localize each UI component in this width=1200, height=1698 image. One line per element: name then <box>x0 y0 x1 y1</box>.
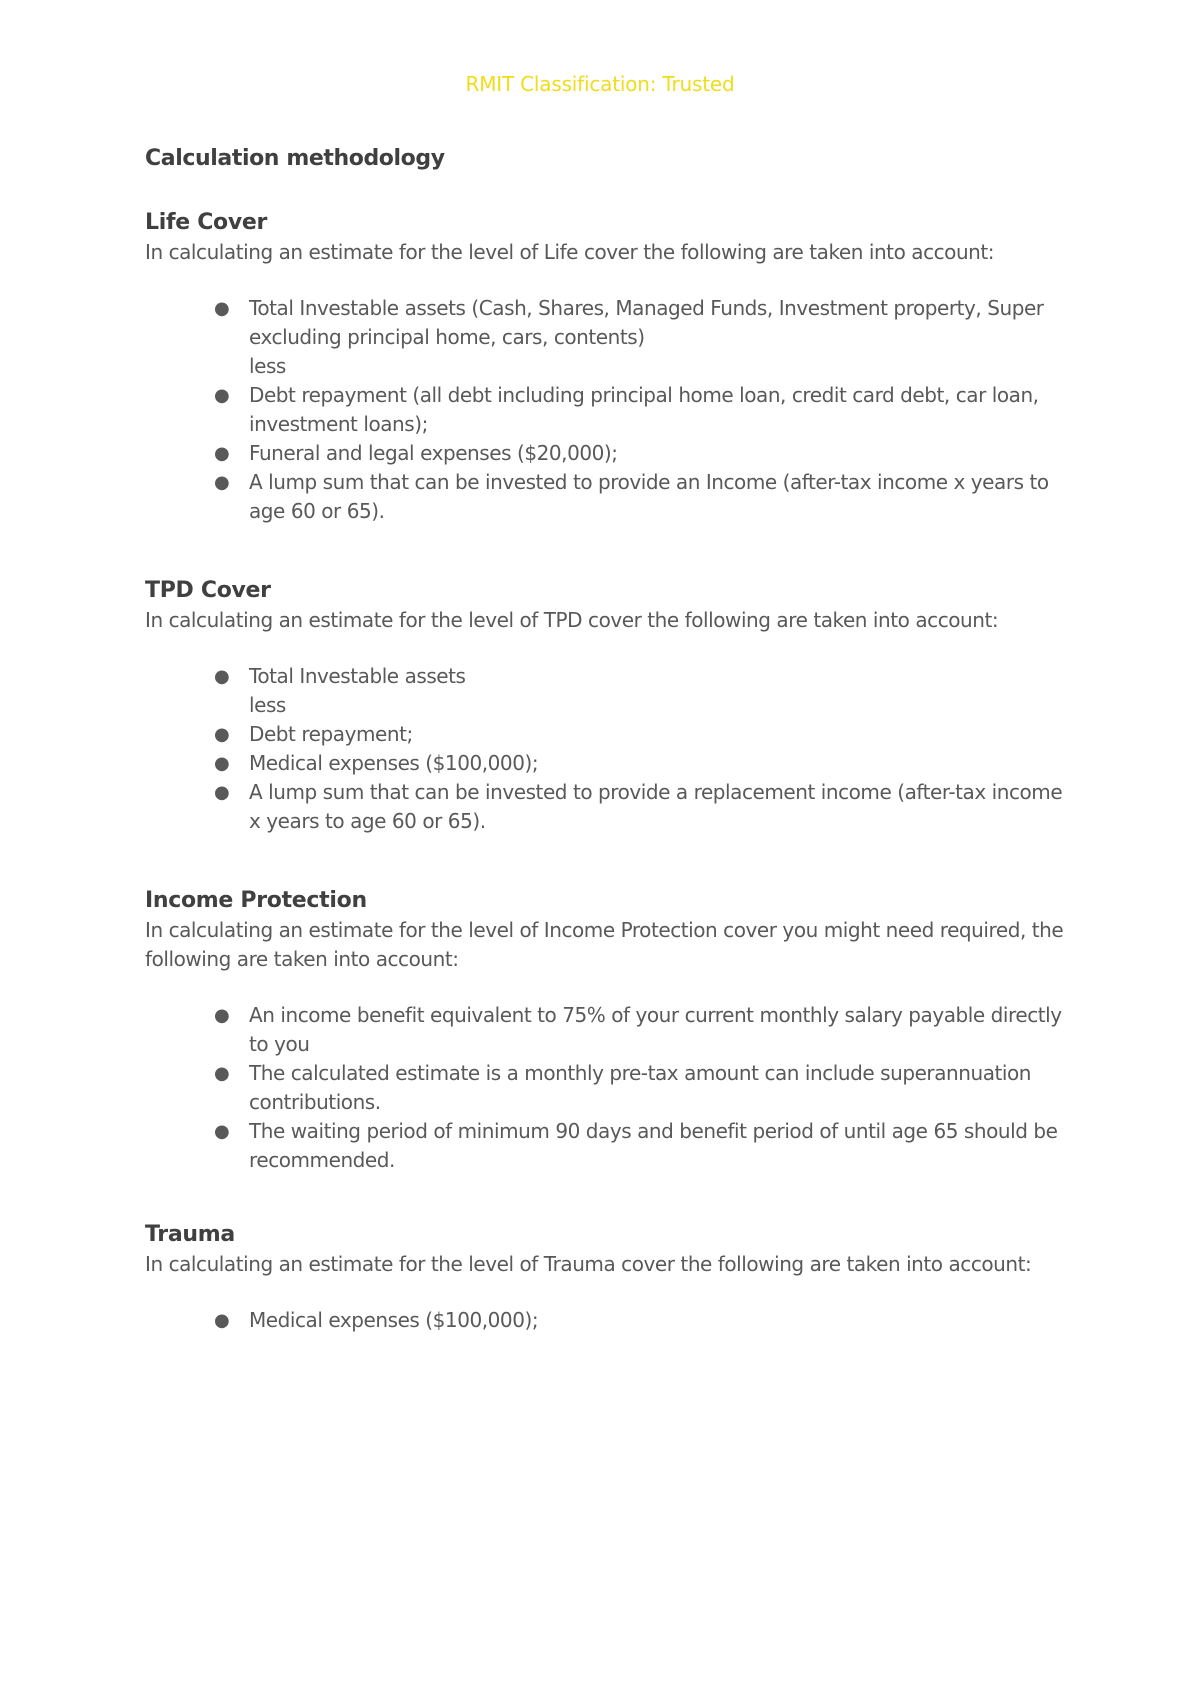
bullet-list <box>145 1306 1065 1335</box>
list-item-text: An income benefit equivalent to 75% of your current monthly salary payable directly to you <box>249 1003 1062 1056</box>
list-item <box>145 468 1065 526</box>
bullet-icon: ● <box>214 782 230 803</box>
classification-header: RMIT Classification: Trusted <box>465 72 735 96</box>
list-item <box>145 1059 1065 1117</box>
bullet-list <box>145 1001 1065 1175</box>
bullet-icon: ● <box>214 724 230 745</box>
section-intro: In calculating an estimate for the level of TPD cover the following are taken into account: <box>145 608 999 632</box>
less-label: less <box>249 693 286 717</box>
bullet-icon: ● <box>214 1005 230 1026</box>
section-tpd-cover <box>145 576 1065 836</box>
page-title: Calculation methodology <box>145 146 445 171</box>
list-item-text: Total Investable assets <box>249 664 466 688</box>
section-heading: Income Protection <box>145 888 367 913</box>
section-income-protection <box>145 886 1065 1175</box>
list-item <box>145 1001 1065 1059</box>
list-item-text: Debt repayment; <box>249 722 413 746</box>
section-intro: In calculating an estimate for the level of Trauma cover the following are taken into account: <box>145 1252 1032 1276</box>
bullet-icon: ● <box>214 1121 230 1142</box>
bullet-icon: ● <box>214 472 230 493</box>
list-item <box>145 439 1065 468</box>
list-item-text: Total Investable assets (Cash, Shares, Managed Funds, Investment property, Super excluding principal home, cars, contents) <box>249 296 1044 349</box>
list-item <box>145 749 1065 778</box>
bullet-icon: ● <box>214 753 230 774</box>
section-trauma <box>145 1220 1065 1335</box>
section-life-cover <box>145 208 1065 526</box>
list-item-text: A lump sum that can be invested to provide an Income (after-tax income x years to age 60 or 65). <box>249 470 1049 523</box>
bullet-icon: ● <box>214 1063 230 1084</box>
list-item-text: A lump sum that can be invested to provide a replacement income (after-tax income x years to age 60 or 65). <box>249 780 1063 833</box>
list-item <box>145 1117 1065 1175</box>
bullet-icon: ● <box>214 666 230 687</box>
section-heading: Trauma <box>145 1222 235 1247</box>
bullet-list <box>145 294 1065 526</box>
list-item-text: Medical expenses ($100,000); <box>249 751 539 775</box>
list-item <box>145 1306 1065 1335</box>
list-item <box>145 294 1065 352</box>
less-label: less <box>249 354 286 378</box>
list-item-text: Debt repayment (all debt including principal home loan, credit card debt, car loan, investment loans); <box>249 383 1039 436</box>
list-item <box>145 662 1065 691</box>
section-intro: In calculating an estimate for the level of Life cover the following are taken into account: <box>145 240 995 264</box>
section-heading: Life Cover <box>145 210 268 235</box>
section-intro: In calculating an estimate for the level of Income Protection cover you might need required, the following are taken into account: <box>145 918 1064 971</box>
list-item-text: Funeral and legal expenses ($20,000); <box>249 441 618 465</box>
list-item-text: Medical expenses ($100,000); <box>249 1308 539 1332</box>
bullet-list <box>145 662 1065 836</box>
list-item-text: The calculated estimate is a monthly pre-tax amount can include superannuation contributions. <box>249 1061 1032 1114</box>
list-item <box>145 778 1065 836</box>
bullet-icon: ● <box>214 385 230 406</box>
bullet-icon: ● <box>214 443 230 464</box>
list-item-text: The waiting period of minimum 90 days and benefit period of until age 65 should be recommended. <box>249 1119 1058 1172</box>
bullet-icon: ● <box>214 298 230 319</box>
list-item <box>145 381 1065 439</box>
bullet-icon: ● <box>214 1310 230 1331</box>
section-heading: TPD Cover <box>145 578 271 603</box>
list-item <box>145 720 1065 749</box>
